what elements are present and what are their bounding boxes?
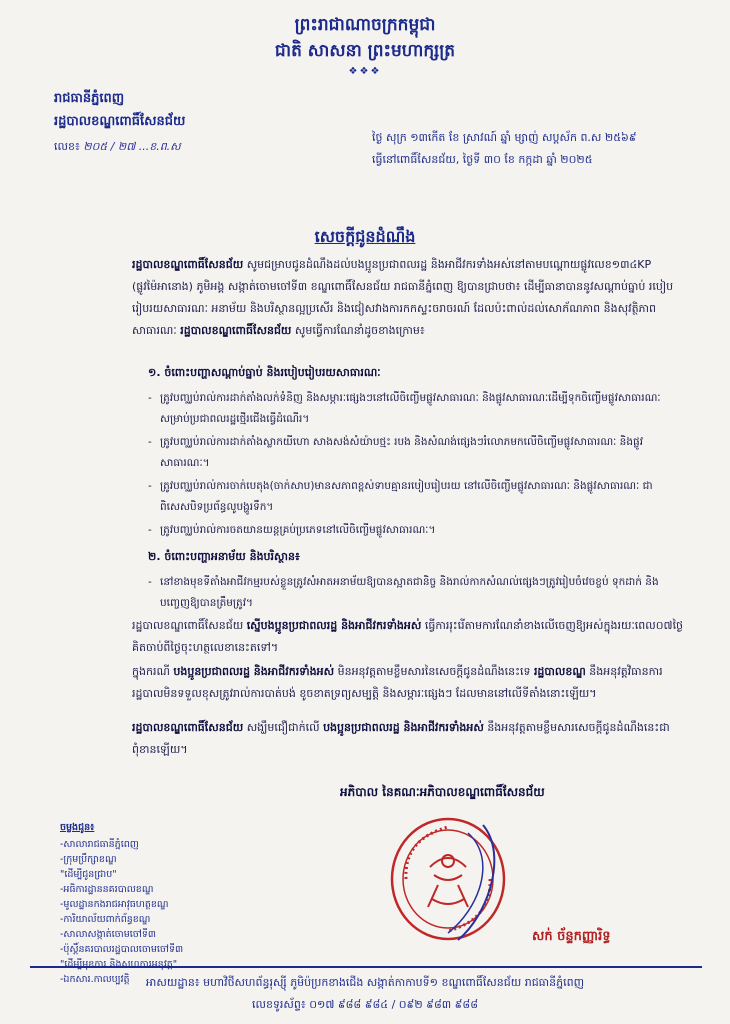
intro-subject-2: រដ្ឋបាលខណ្ឌពោធិ៍សែនជ័យ <box>180 324 292 337</box>
signer-title: អភិបាល នៃគណៈអភិបាលខណ្ឌពោធិ៍សែនជ័យ <box>340 785 545 799</box>
decorative-ornament: ❖❖❖ <box>348 66 382 77</box>
intro-paragraph <box>132 254 692 342</box>
cc-item: "ដើម្បីជូនជ្រាប" <box>60 869 117 880</box>
cc-item: -អធិការដ្ឋាននគរបាលខណ្ឌ <box>60 884 154 895</box>
section-1-heading: ១. ចំពោះបញ្ហាសណ្តាប់ធ្នាប់ និងរបៀបរៀបរយសាធារណៈ <box>148 366 381 379</box>
cc-title: ចម្លងជូន៖ <box>60 822 95 833</box>
cc-item: -ប៉ុស្តិ៍នគរបាលរដ្ឋបាលចោមចៅទី៣ <box>60 944 184 955</box>
cc-item: -ឯកសារ.កាលប្បវត្តិ <box>60 974 130 985</box>
cc-item: -សាលារាជធានីភ្នំពេញ <box>60 839 139 850</box>
list-item: - ត្រូវបញ្ឈប់រាល់ការដាក់តាំងលក់ទំនិញ និងសម្ភារៈផ្សេងៗនៅលើចិញ្ចើមផ្លូវសាធារណៈ និងផ្លូវសាធារណៈដើម្បីទុកចិញ្ចើមផ្លូវសាធារណៈសម្រាប់ប្រជាពលរដ្ឋថ្មើរជើងធ្វើដំណើរ។ <box>148 392 661 425</box>
cc-item: -ការិយាល័យពាក់ព័ន្ធខណ្ឌ <box>60 914 151 925</box>
cc-item: -ក្រុមប្រឹក្សាខណ្ឌ <box>60 854 117 865</box>
lunar-date: ថ្ងៃ សុក្រ ១៣កើត ខែ ស្រាវណ៍ ឆ្នាំ ម្សាញ់ សប្តស័ក ព.ស ២៥៦៩ <box>372 131 637 144</box>
motto-heading: ជាតិ សាសនា ព្រះមហាក្សត្រ <box>274 41 456 61</box>
closing-paragraph: រដ្ឋបាលខណ្ឌពោធិ៍សែនជ័យ សង្ឃឹមជឿជាក់លើ បងប្អូនប្រជាពលរដ្ឋ និងអាជីវករទាំងអស់ នឹងអនុវត្តតាមខ្លឹមសារសេចក្តីជូនដំណឹងនេះជាពុំខានឡើយ។ <box>132 721 670 756</box>
cc-item: "ដើម្បីមុខការ និងសហការអនុវត្ត" <box>60 959 178 970</box>
list-item: - ត្រូវបញ្ឈប់រាល់ការចតយានយន្តគ្រប់ប្រភេទនៅលើចិញ្ចើមផ្លូវសាធារណៈ។ <box>148 524 436 536</box>
solar-date: ធ្វើនៅពោធិ៍សែនជ័យ, ថ្ងៃទី ៣០ ខែ កក្កដា ឆ្នាំ ២០២៥ <box>372 153 593 166</box>
list-item: - ត្រូវបញ្ឈប់រាល់ការចាក់បេតុង(ចាក់សាប)មានសភាពខ្ពស់ទាបគ្មានរបៀបរៀបរយ នៅលើចិញ្ចើមផ្លូវសាធារណៈ និងផ្លូវសាធារណៈ ជាពិសេសបិទប្រព័ន្ធលូបង្ហូរទឹក។ <box>148 480 653 513</box>
district-administration: រដ្ឋបាលខណ្ឌពោធិ៍សែនជ័យ <box>54 114 186 129</box>
footer-divider <box>30 966 702 968</box>
reference-number <box>54 140 181 156</box>
reference-value: ២០៥ / ២៧ ...ខ.ព.ស <box>83 140 181 153</box>
official-seal-stamp <box>388 815 508 943</box>
signatory-name: សក់ ច័ន្ទកញ្ញារិទ្ធ <box>532 929 611 944</box>
list-item: - ត្រូវបញ្ឈប់រាល់ការដាក់តាំងស្លាកយីហោ សាងសង់សំយ៉ាបថ្មះ របង និងសំណង់ផ្សេងៗរំលោភមកលើចិញ្ចើមផ្លូវសាធារណៈ និងផ្លូវសាធារណៈ។ <box>148 436 644 469</box>
warning-paragraph: ក្នុងករណី បងប្អូនប្រជាពលរដ្ឋ និងអាជីវករទាំងអស់ មិនអនុវត្តតាមខ្លឹមសារនៃសេចក្តីជូនដំណឹងនេះទេ រដ្ឋបាលខណ្ឌ នឹងអនុវត្តវិធានការរដ្ឋបាលមិនទទួលខុសត្រូវរាល់ការបាត់បង់ ខូចខាតទ្រព្យសម្បត្តិ និងសម្ភារៈផ្សេងៗ ដែលមាននៅលើទីតាំងនោះឡើយ។ <box>132 665 663 700</box>
intro-text: សូមជម្រាបជូនដំណឹងដល់បងប្អូនប្រជាពលរដ្ឋ និងអាជីវករទាំងអស់នៅតាមបណ្តោយផ្លូវលេខ១៣៤KP (ផ្លូវម៉ៃអានោង) ភូមិអង្គ សង្កាត់ចោមចៅទី៣ ខណ្ឌពោធិ៍សែនជ័យ រាជធានីភ្នំពេញ ឱ្យបានជ្រាបថា៖ ដើម្បីធានាបាននូវសណ្តាប់ធ្នាប់ របៀបរៀបរយសាធារណៈ អនាម័យ និងបរិស្ថានល្អប្រសើរ និងជៀសវាងការកកស្ទះចរាចរណ៍ ដែលប៉ះពាល់ដល់សោភ័ណភាព និងសុវត្ថិភាពសាធារណៈ <box>132 258 674 337</box>
footer-address: អាសយដ្ឋាន៖ មហាវិថីសហព័ន្ធរុស្ស៊ី ភូមិប៉ប្រកខាងជើង សង្កាត់កាកាបទី១ ខណ្ឌពោធិ៍សែនជ័យ រាជធានីភ្នំពេញ <box>145 976 585 989</box>
footer-phone: លេខទូរស័ព្ទ៖ ០១៧ ៩៨៨ ៩៨៤ / ០៩២ ៩៨៣ ៩៨៨ <box>252 998 478 1011</box>
reference-label: លេខ៖ <box>54 140 80 153</box>
intro-subject: រដ្ឋបាលខណ្ឌពោធិ៍សែនជ័យ <box>132 258 244 271</box>
section-2-heading: ២. ចំពោះបញ្ហាអនាម័យ និងបរិស្ថាន៖ <box>148 550 300 563</box>
document-title: សេចក្តីជូនដំណឹង <box>314 227 416 246</box>
cc-item: -មូលដ្ឋានកងរាជអាវុធហត្ថខណ្ឌ <box>60 899 169 910</box>
carbon-copy-list <box>60 820 183 987</box>
cc-item: -សាលាសង្កាត់ចោមចៅទី៣ <box>60 929 156 940</box>
request-paragraph: រដ្ឋបាលខណ្ឌពោធិ៍សែនជ័យ ស្នើបងប្អូនប្រជាពលរដ្ឋ និងអាជីវករទាំងអស់ ធ្វើការរុះរើតាមការណែនាំខាងលើចេញឱ្យអស់ក្នុងរយៈពេល០៧ថ្ងៃ គិតចាប់ពីថ្ងៃចុះហត្ថលេខានេះតទៅ។ <box>132 619 684 654</box>
kingdom-heading: ព្រះរាជាណាចក្រកម្ពុជា <box>294 15 436 35</box>
capital-name: រាជធានីភ្នំពេញ <box>54 91 125 106</box>
intro-text-2: សូមធ្វើការណែនាំដូចខាងក្រោម៖ <box>294 324 425 337</box>
list-item: - នៅខាងមុខទីតាំងអាជីវកម្មរបស់ខ្លួនត្រូវសំអាតអនាម័យឱ្យបានស្អាតជានិច្ច និងរាល់កាកសំណល់ផ្សេងៗត្រូវរៀបចំវេចខ្ចប់ ទុកដាក់ និងបញ្ចេញឱ្យបានត្រឹមត្រូវ។ <box>148 576 659 609</box>
